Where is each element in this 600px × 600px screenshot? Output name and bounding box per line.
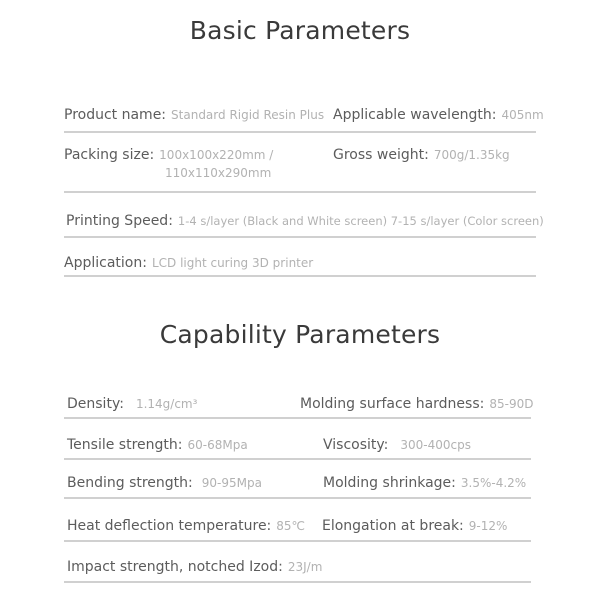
product-name-row [64, 107, 324, 123]
packing-size-row [64, 147, 273, 163]
printing-speed-row [66, 213, 544, 229]
density-row [67, 396, 197, 412]
wavelength-value: 405nm [501, 108, 544, 122]
tensile-row [67, 437, 248, 453]
density-label: Density: [67, 396, 124, 412]
packing-size-value-line1: 100x100x220mm / [159, 148, 274, 162]
gross-weight-value: 700g/1.35kg [433, 148, 510, 162]
shrinkage-row [323, 475, 526, 491]
elongation-label: Elongation at break: [322, 518, 464, 534]
heat-deflection-row [67, 518, 305, 534]
product-name-value: Standard Rigid Resin Plus [171, 108, 325, 122]
impact-label: Impact strength, notched Izod: [67, 559, 283, 575]
viscosity-row [323, 437, 471, 453]
tensile-label: Tensile strength: [67, 437, 183, 453]
divider [64, 417, 531, 419]
basic-parameters-title: Basic Parameters [189, 16, 411, 45]
elongation-row [322, 518, 507, 534]
bending-row [67, 475, 262, 491]
product-name-label: Product name: [64, 107, 167, 123]
tensile-value: 60-68Mpa [187, 438, 248, 452]
divider [64, 581, 531, 583]
impact-row [67, 559, 322, 575]
hardness-value: 85-90D [489, 397, 534, 411]
heat-deflection-value: 85℃ [276, 519, 306, 533]
shrinkage-label: Molding shrinkage: [323, 475, 456, 491]
application-row [64, 255, 313, 271]
divider [64, 191, 536, 193]
gross-weight-label: Gross weight: [333, 147, 429, 163]
divider [64, 131, 536, 133]
shrinkage-value: 3.5%-4.2% [460, 476, 527, 490]
divider [64, 540, 531, 542]
packing-size-value-line2: 110x110x290mm [165, 166, 272, 180]
gross-weight-row [333, 147, 510, 163]
viscosity-label: Viscosity: [323, 437, 389, 453]
wavelength-label: Applicable wavelength: [333, 107, 497, 123]
bending-value: 90-95Mpa [201, 476, 262, 490]
density-value: 1.14g/cm³ [135, 397, 198, 411]
application-value: LCD light curing 3D printer [151, 256, 314, 270]
packing-size-label: Packing size: [64, 147, 155, 163]
divider [64, 458, 531, 460]
printing-speed-value: 1-4 s/layer (Black and White screen) 7-15 s/layer (Color screen) [177, 214, 544, 228]
divider [64, 497, 531, 499]
printing-speed-label: Printing Speed: [66, 213, 173, 229]
heat-deflection-label: Heat deflection temperature: [67, 518, 272, 534]
bending-label: Bending strength: [67, 475, 193, 491]
application-label: Application: [64, 255, 147, 271]
elongation-value: 9-12% [468, 519, 508, 533]
hardness-row [300, 396, 533, 412]
wavelength-row [333, 107, 544, 123]
divider [64, 275, 536, 277]
viscosity-value: 300-400cps [400, 438, 471, 452]
divider [64, 236, 536, 238]
capability-parameters-title: Capability Parameters [159, 320, 441, 349]
hardness-label: Molding surface hardness: [300, 396, 485, 412]
impact-value: 23J/m [287, 560, 323, 574]
